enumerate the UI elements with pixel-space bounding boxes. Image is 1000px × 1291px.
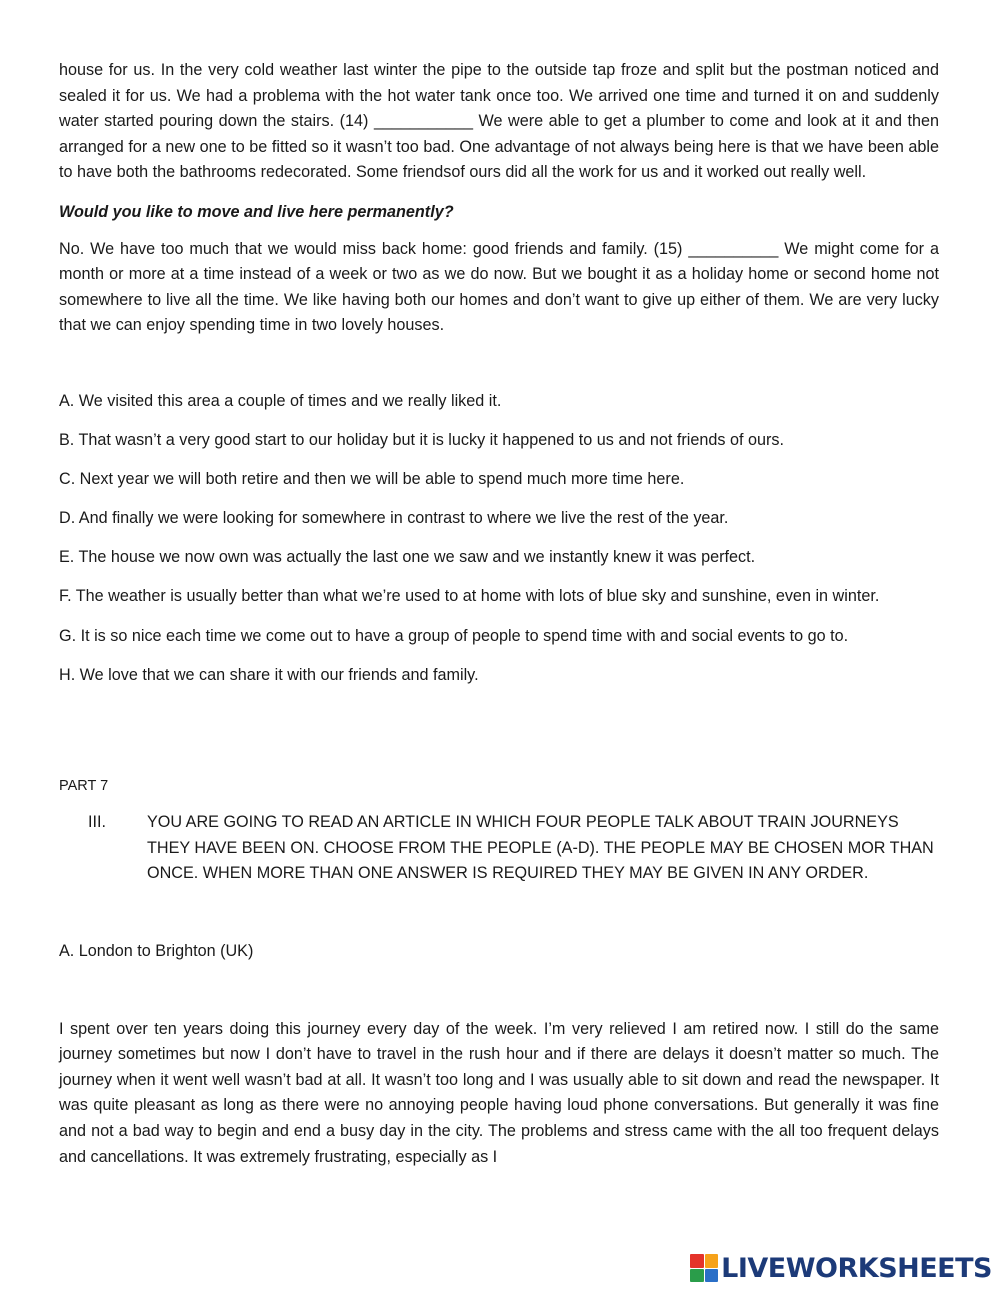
logo-text: LIVEWORKSHEETS [721,1252,992,1284]
option-e: E. The house we now own was actually the last one we saw and we instantly knew it was perfect. [59,548,756,567]
option-b: B. That wasn’t a very good start to our holiday but it is lucky it happened to us and not friends of ours. [59,431,784,450]
section-a-paragraph: I spent over ten years doing this journey every day of the week. I’m very relieved I am retired now. I still do the same journey sometimes but now I don’t have to travel in the rush hour and if there are delays it doesn’t matter so much. The journey when it went well wasn’t bad at all. It wasn’t too long and I was usually able to sit down and read the newspaper. It was quite pleasant as long as there were no annoying people having loud phone conversations. But generally it was fine and not a bad way to begin and end a busy day in the city. The problems and stress came with the all too frequent delays and cancellations. It was extremely frustrating, especially as I [59,1019,939,1166]
option-f: F. The weather is usually better than what we’re used to at home with lots of blue sky and sunshine, even in winter. [59,587,880,606]
logo-mark-square-red [690,1254,704,1268]
option-d: D. And finally we were looking for somewhere in contrast to where we live the rest of the year. [59,509,729,528]
logo-mark-icon [690,1254,718,1282]
instruction-text: YOU ARE GOING TO READ AN ARTICLE IN WHICH FOUR PEOPLE TALK ABOUT TRAIN JOURNEYS THEY HAVE BEEN ON. CHOOSE FROM THE PEOPLE (A-D). THE PEOPLE MAY BE CHOSEN MOR THAN ONCE. WHEN MORE THAN ONE ANSWER IS REQUIRED THEY MAY BE GIVEN IN ANY ORDER. [147,813,934,883]
option-a: A. We visited this area a couple of times and we really liked it. [59,391,502,410]
worksheet-page [59,58,939,1170]
interview-question: Would you like to move and live here permanently? [59,202,454,221]
instruction-block [59,810,939,887]
logo-mark-square-blue [705,1269,719,1283]
section-a-title: A. London to Brighton (UK) [59,941,254,960]
option-c: C. Next year we will both retire and then we will be able to spend much more time here. [59,470,685,489]
liveworksheets-logo [690,1253,992,1283]
part-label: PART 7 [59,778,109,795]
logo-mark-square-green [690,1269,704,1283]
answer-paragraph: No. We have too much that we would miss back home: good friends and family. (15) __________ We might come for a month or more at a time instead of a week or two as we do now. But we bought it as a holiday home or second home not somewhere to live all the time. We like having both our homes and don’t want to give up either of them. We are very lucky that we can enjoy spending time in two lovely houses. [59,239,939,335]
option-list [59,389,939,688]
intro-paragraph: house for us. In the very cold weather last winter the pipe to the outside tap froze and split but the postman noticed and sealed it for us. We had a problema with the hot water tank once too. We arrived one time and turned it on and suddenly water started pouring down the stairs. (14) ___________ We were able to get a plumber to come and look at it and then arranged for a new one to be fitted so it wasn’t too bad. One advantage of not always being here is that we have been able to have both the bathrooms redecorated. Some friendsof ours did all the work for us and it worked out really well. [59,61,939,182]
instruction-number: III. [88,813,106,832]
option-h: H. We love that we can share it with our friends and family. [59,665,479,684]
logo-mark-square-orange [705,1254,719,1268]
option-g: G. It is so nice each time we come out to have a group of people to spend time with and social events to go to. [59,626,849,645]
